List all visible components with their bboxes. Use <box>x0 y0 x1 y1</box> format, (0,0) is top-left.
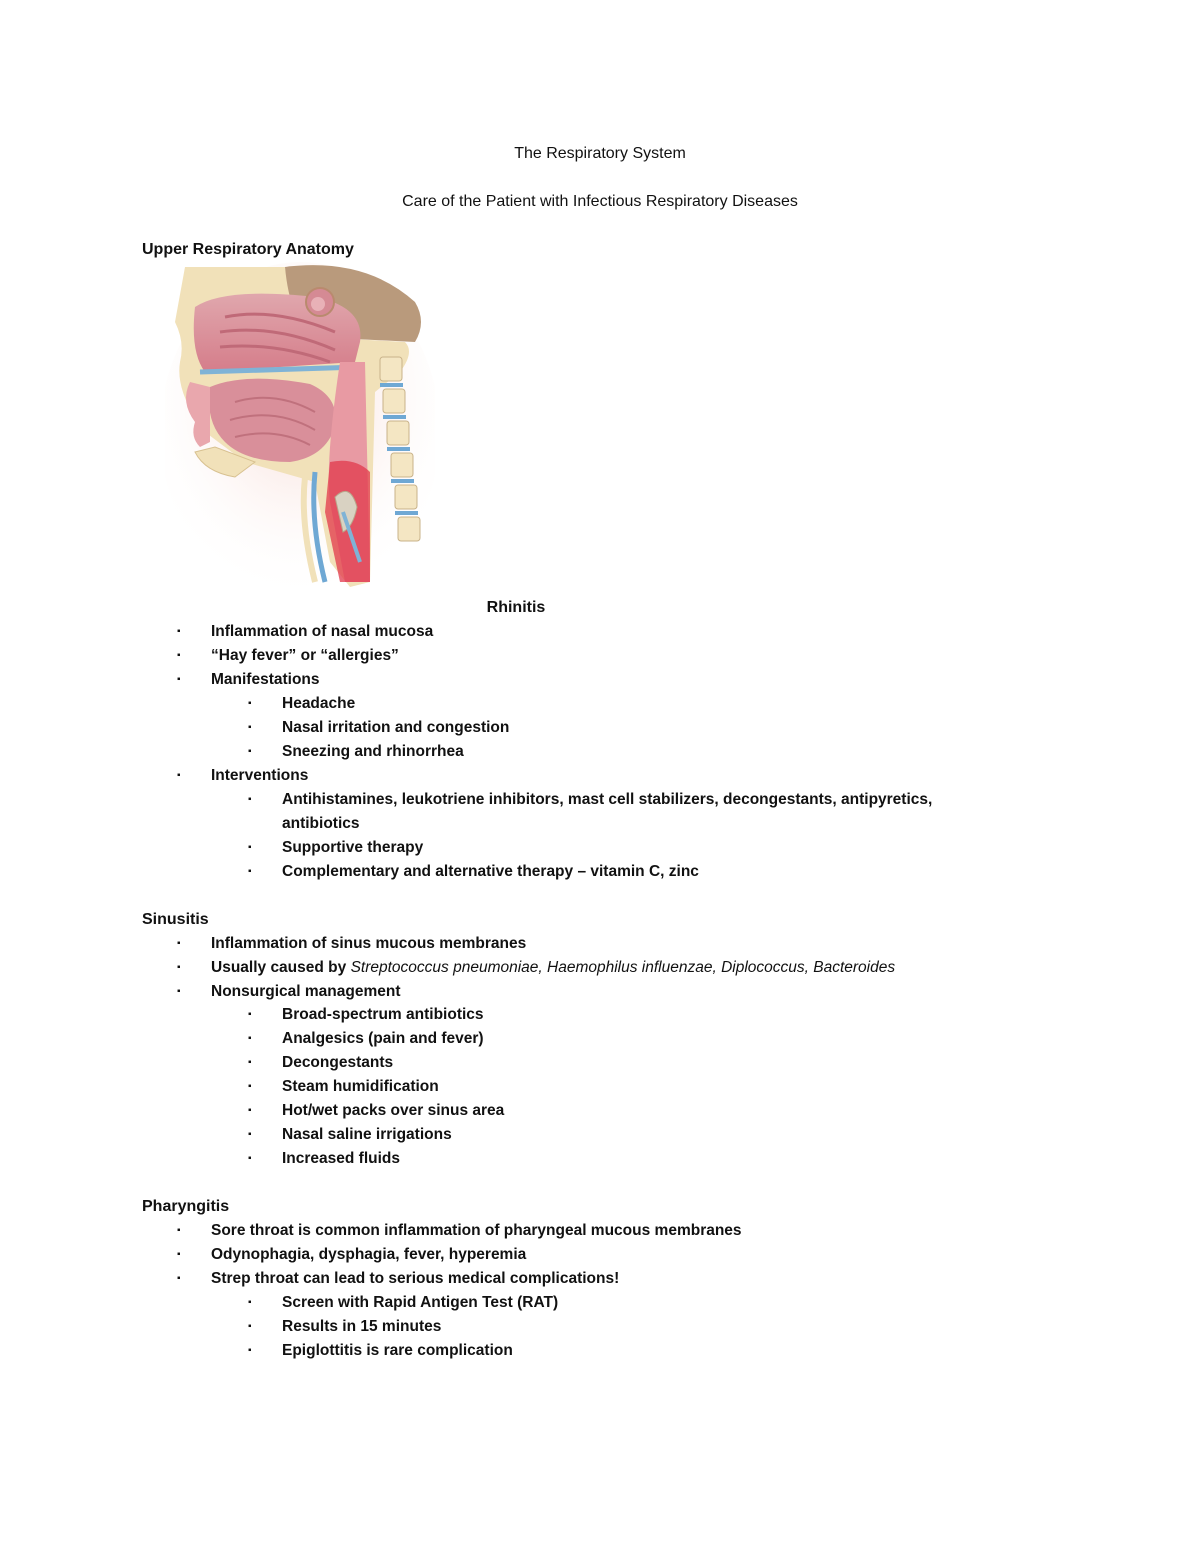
bullet-icon: ▪ <box>248 1345 252 1356</box>
list-item <box>211 957 895 979</box>
list-item: Headache <box>282 695 356 712</box>
list-item: Supportive therapy <box>282 839 424 856</box>
list-item: Screen with Rapid Antigen Test (RAT) <box>282 1294 559 1311</box>
list-item: Strep throat can lead to serious medical complications! <box>211 1270 620 1287</box>
list-item: Increased fluids <box>282 1150 401 1167</box>
bullet-icon: ▪ <box>177 626 181 637</box>
list-item: Sore throat is common inflammation of pharyngeal mucous membranes <box>211 1222 742 1239</box>
bullet-icon: ▪ <box>248 1033 252 1044</box>
bullet-icon: ▪ <box>177 650 181 661</box>
bullet-icon: ▪ <box>177 962 181 973</box>
anatomy-heading: Upper Respiratory Anatomy <box>142 241 354 258</box>
list-item: Manifestations <box>211 671 320 688</box>
bullet-icon: ▪ <box>177 986 181 997</box>
list-item: Analgesics (pain and fever) <box>282 1030 484 1047</box>
sinusitis-heading: Sinusitis <box>142 911 209 928</box>
bullet-icon: ▪ <box>177 1249 181 1260</box>
bullet-icon: ▪ <box>177 674 181 685</box>
list-item: Sneezing and rhinorrhea <box>282 743 464 760</box>
head-neck-anatomy-icon <box>165 262 435 587</box>
list-item: Inflammation of sinus mucous membranes <box>211 935 527 952</box>
list-item: Hot/wet packs over sinus area <box>282 1102 505 1119</box>
list-item: Steam humidification <box>282 1078 439 1095</box>
document-subtitle: Care of the Patient with Infectious Respiratory Diseases <box>402 193 798 210</box>
bullet-icon: ▪ <box>248 722 252 733</box>
bullet-icon: ▪ <box>248 866 252 877</box>
list-item: Nasal saline irrigations <box>282 1126 452 1143</box>
bullet-icon: ▪ <box>248 794 252 805</box>
bullet-icon: ▪ <box>248 746 252 757</box>
bullet-icon: ▪ <box>177 1225 181 1236</box>
list-item: Antihistamines, leukotriene inhibitors, mast cell stabilizers, decongestants, antipyretics, <box>282 791 933 808</box>
bullet-icon: ▪ <box>248 1081 252 1092</box>
list-item: Interventions <box>211 767 309 784</box>
rhinitis-heading: Rhinitis <box>486 599 546 616</box>
list-item: Decongestants <box>282 1054 394 1071</box>
bullet-icon: ▪ <box>177 1273 181 1284</box>
list-item: Nasal irritation and congestion <box>282 719 510 736</box>
caused-by-prefix: Usually caused by <box>211 959 347 976</box>
list-item: “Hay fever” or “allergies” <box>211 647 399 664</box>
bullet-icon: ▪ <box>248 1297 252 1308</box>
list-item: Complementary and alternative therapy – vitamin C, zinc <box>282 863 699 880</box>
list-item-continuation: antibiotics <box>282 815 360 832</box>
list-item: Results in 15 minutes <box>282 1318 442 1335</box>
bullet-icon: ▪ <box>248 1321 252 1332</box>
organism-list: Streptococcus pneumoniae, Haemophilus influenzae, Diplococcus, Bacteroides <box>350 959 896 976</box>
bullet-icon: ▪ <box>248 842 252 853</box>
bullet-icon: ▪ <box>248 698 252 709</box>
bullet-icon: ▪ <box>248 1153 252 1164</box>
document-title: The Respiratory System <box>514 145 686 162</box>
list-item: Epiglottitis is rare complication <box>282 1342 513 1359</box>
bullet-icon: ▪ <box>177 770 181 781</box>
bullet-icon: ▪ <box>248 1129 252 1140</box>
bullet-icon: ▪ <box>248 1009 252 1020</box>
list-item: Inflammation of nasal mucosa <box>211 623 434 640</box>
bullet-icon: ▪ <box>248 1057 252 1068</box>
list-item: Broad-spectrum antibiotics <box>282 1006 484 1023</box>
bullet-icon: ▪ <box>248 1105 252 1116</box>
bullet-icon: ▪ <box>177 938 181 949</box>
pharyngitis-heading: Pharyngitis <box>142 1198 230 1215</box>
list-item: Odynophagia, dysphagia, fever, hyperemia <box>211 1246 527 1263</box>
list-item: Nonsurgical management <box>211 983 401 1000</box>
